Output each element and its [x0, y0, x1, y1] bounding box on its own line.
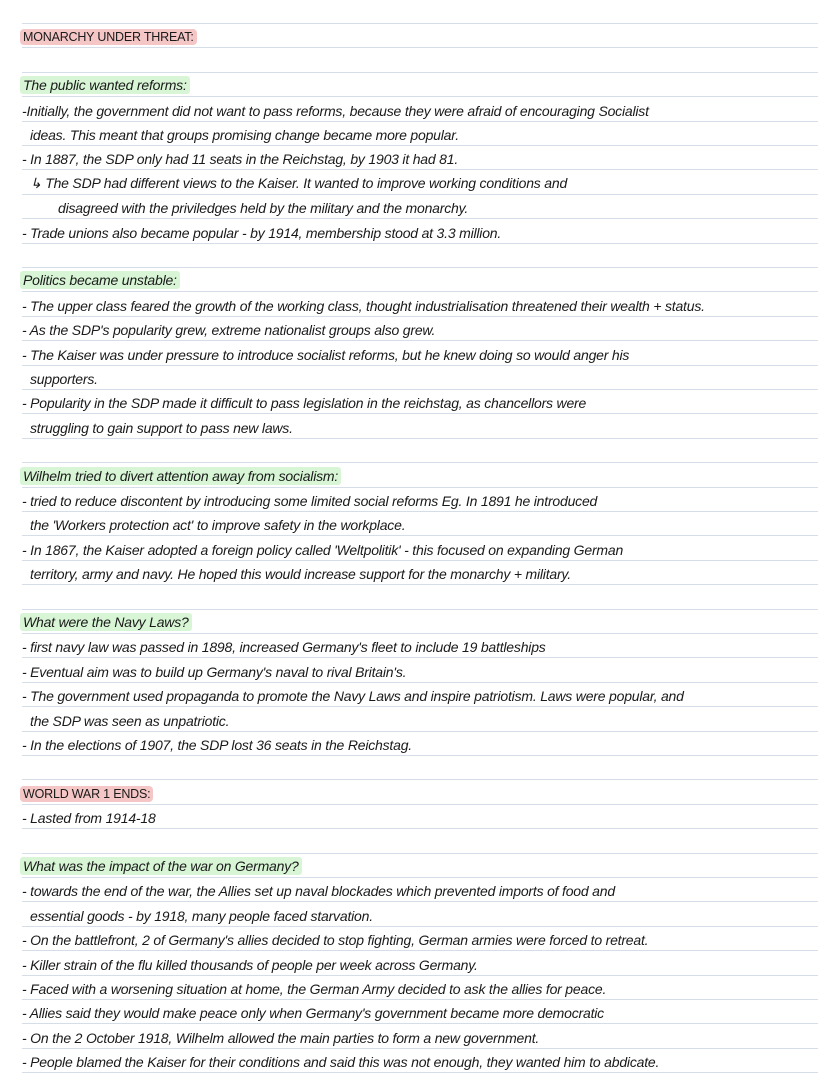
- note-text: - Eventual aim was to build up Germany's naval to rival Britain's.: [22, 663, 407, 680]
- note-line: [0, 219, 828, 243]
- note-text: ↳ The SDP had different views to the Kaiser. It wanted to improve working conditions and: [30, 174, 568, 191]
- note-line: [0, 170, 828, 194]
- note-line: [0, 488, 828, 512]
- note-text: - On the battlefront, 2 of Germany's allies decided to stop fighting, German armies were forced to retreat.: [22, 932, 649, 949]
- note-line: [0, 292, 828, 316]
- section-heading-line: [0, 24, 828, 48]
- note-text: - tried to reduce discontent by introducing some limited social reforms Eg. In 1891 he introduced: [22, 492, 598, 509]
- note-text: - Trade unions also became popular - by 1914, membership stood at 3.3 million.: [22, 224, 502, 241]
- section-heading-line: [0, 610, 828, 634]
- note-text: - The government used propaganda to promote the Navy Laws and inspire patriotism. Laws were popular, and: [22, 688, 684, 705]
- note-line: [0, 1000, 828, 1024]
- note-line: [0, 390, 828, 414]
- note-text: - first navy law was passed in 1898, increased Germany's fleet to include 19 battleships: [22, 639, 546, 656]
- section-heading: What were the Navy Laws?: [20, 613, 192, 631]
- note-text: struggling to gain support to pass new laws.: [30, 419, 293, 436]
- blank-line: [0, 244, 828, 268]
- note-line: [0, 927, 828, 951]
- section-heading: WORLD WAR 1 ENDS:: [20, 786, 153, 802]
- note-text: the SDP was seen as unpatriotic.: [30, 712, 230, 729]
- blank-line: [0, 585, 828, 609]
- note-line: [0, 195, 828, 219]
- note-line: [0, 122, 828, 146]
- note-text: - In 1867, the Kaiser adopted a foreign policy called 'Weltpolitik' - this focused on expanding German: [22, 541, 624, 558]
- note-text: ideas. This meant that groups promising change became more popular.: [30, 126, 459, 143]
- note-text: - Killer strain of the flu killed thousands of people per week across Germany.: [22, 956, 478, 973]
- note-text: the 'Workers protection act' to improve safety in the workplace.: [30, 517, 406, 534]
- note-text: - towards the end of the war, the Allies set up naval blockades which prevented imports of food and: [22, 883, 615, 900]
- blank-line: [0, 829, 828, 853]
- section-heading: Politics became unstable:: [20, 271, 180, 289]
- note-text: territory, army and navy. He hoped this would increase support for the monarchy + military.: [30, 566, 571, 583]
- note-text: - The Kaiser was under pressure to introduce socialist reforms, but he knew doing so would anger his: [22, 346, 630, 363]
- note-text: - Lasted from 1914-18: [22, 810, 156, 827]
- note-line: [0, 683, 828, 707]
- note-line: [0, 561, 828, 585]
- section-heading: Wilhelm tried to divert attention away from socialism:: [20, 467, 341, 485]
- note-text: essential goods - by 1918, many people faced starvation.: [30, 907, 373, 924]
- section-heading: MONARCHY UNDER THREAT:: [20, 29, 197, 45]
- note-line: [0, 146, 828, 170]
- note-text: - As the SDP's popularity grew, extreme nationalist groups also grew.: [22, 322, 436, 339]
- note-text: - Faced with a worsening situation at home, the German Army decided to ask the allies for peace.: [22, 980, 607, 997]
- note-line: [0, 512, 828, 536]
- note-line: [0, 902, 828, 926]
- note-line: [0, 341, 828, 365]
- note-line: [0, 878, 828, 902]
- note-line: [0, 658, 828, 682]
- note-line: [0, 414, 828, 438]
- section-heading-line: [0, 780, 828, 804]
- note-text: - The upper class feared the growth of the working class, thought industrialisation threatened their wealth + status.: [22, 297, 705, 314]
- note-text: - In the elections of 1907, the SDP lost 36 seats in the Reichstag.: [22, 736, 412, 753]
- blank-line: [0, 48, 828, 72]
- note-line: [0, 805, 828, 829]
- note-text: - In 1887, the SDP only had 11 seats in the Reichstag, by 1903 it had 81.: [22, 151, 459, 168]
- note-line: [0, 536, 828, 560]
- note-line: [0, 317, 828, 341]
- note-line: [0, 976, 828, 1000]
- note-text: -Initially, the government did not want to pass reforms, because they were afraid of encouraging Socialist: [22, 102, 649, 119]
- note-line: [0, 707, 828, 731]
- note-text: - On the 2 October 1918, Wilhelm allowed the main parties to form a new government.: [22, 1029, 540, 1046]
- note-line: [0, 1024, 828, 1048]
- note-line: [0, 366, 828, 390]
- note-text: disagreed with the priviledges held by the military and the monarchy.: [58, 200, 469, 217]
- note-line: [0, 1049, 828, 1073]
- section-heading: What was the impact of the war on Germany?: [20, 857, 302, 875]
- note-text: supporters.: [30, 370, 98, 387]
- note-line: [0, 951, 828, 975]
- section-heading-line: [0, 463, 828, 487]
- note-text: - Popularity in the SDP made it difficult to pass legislation in the reichstag, as chancellors were: [22, 395, 587, 412]
- note-text: - People blamed the Kaiser for their conditions and said this was not enough, they wanted him to abdicate.: [22, 1054, 660, 1071]
- section-heading-line: [0, 73, 828, 97]
- note-line: [0, 97, 828, 121]
- note-text: - Allies said they would make peace only when Germany's government became more democratic: [22, 1005, 604, 1022]
- blank-line: [0, 756, 828, 780]
- section-heading-line: [0, 268, 828, 292]
- section-heading-line: [0, 854, 828, 878]
- note-line: [0, 732, 828, 756]
- blank-line: [0, 439, 828, 463]
- note-line: [0, 634, 828, 658]
- section-heading: The public wanted reforms:: [20, 76, 190, 94]
